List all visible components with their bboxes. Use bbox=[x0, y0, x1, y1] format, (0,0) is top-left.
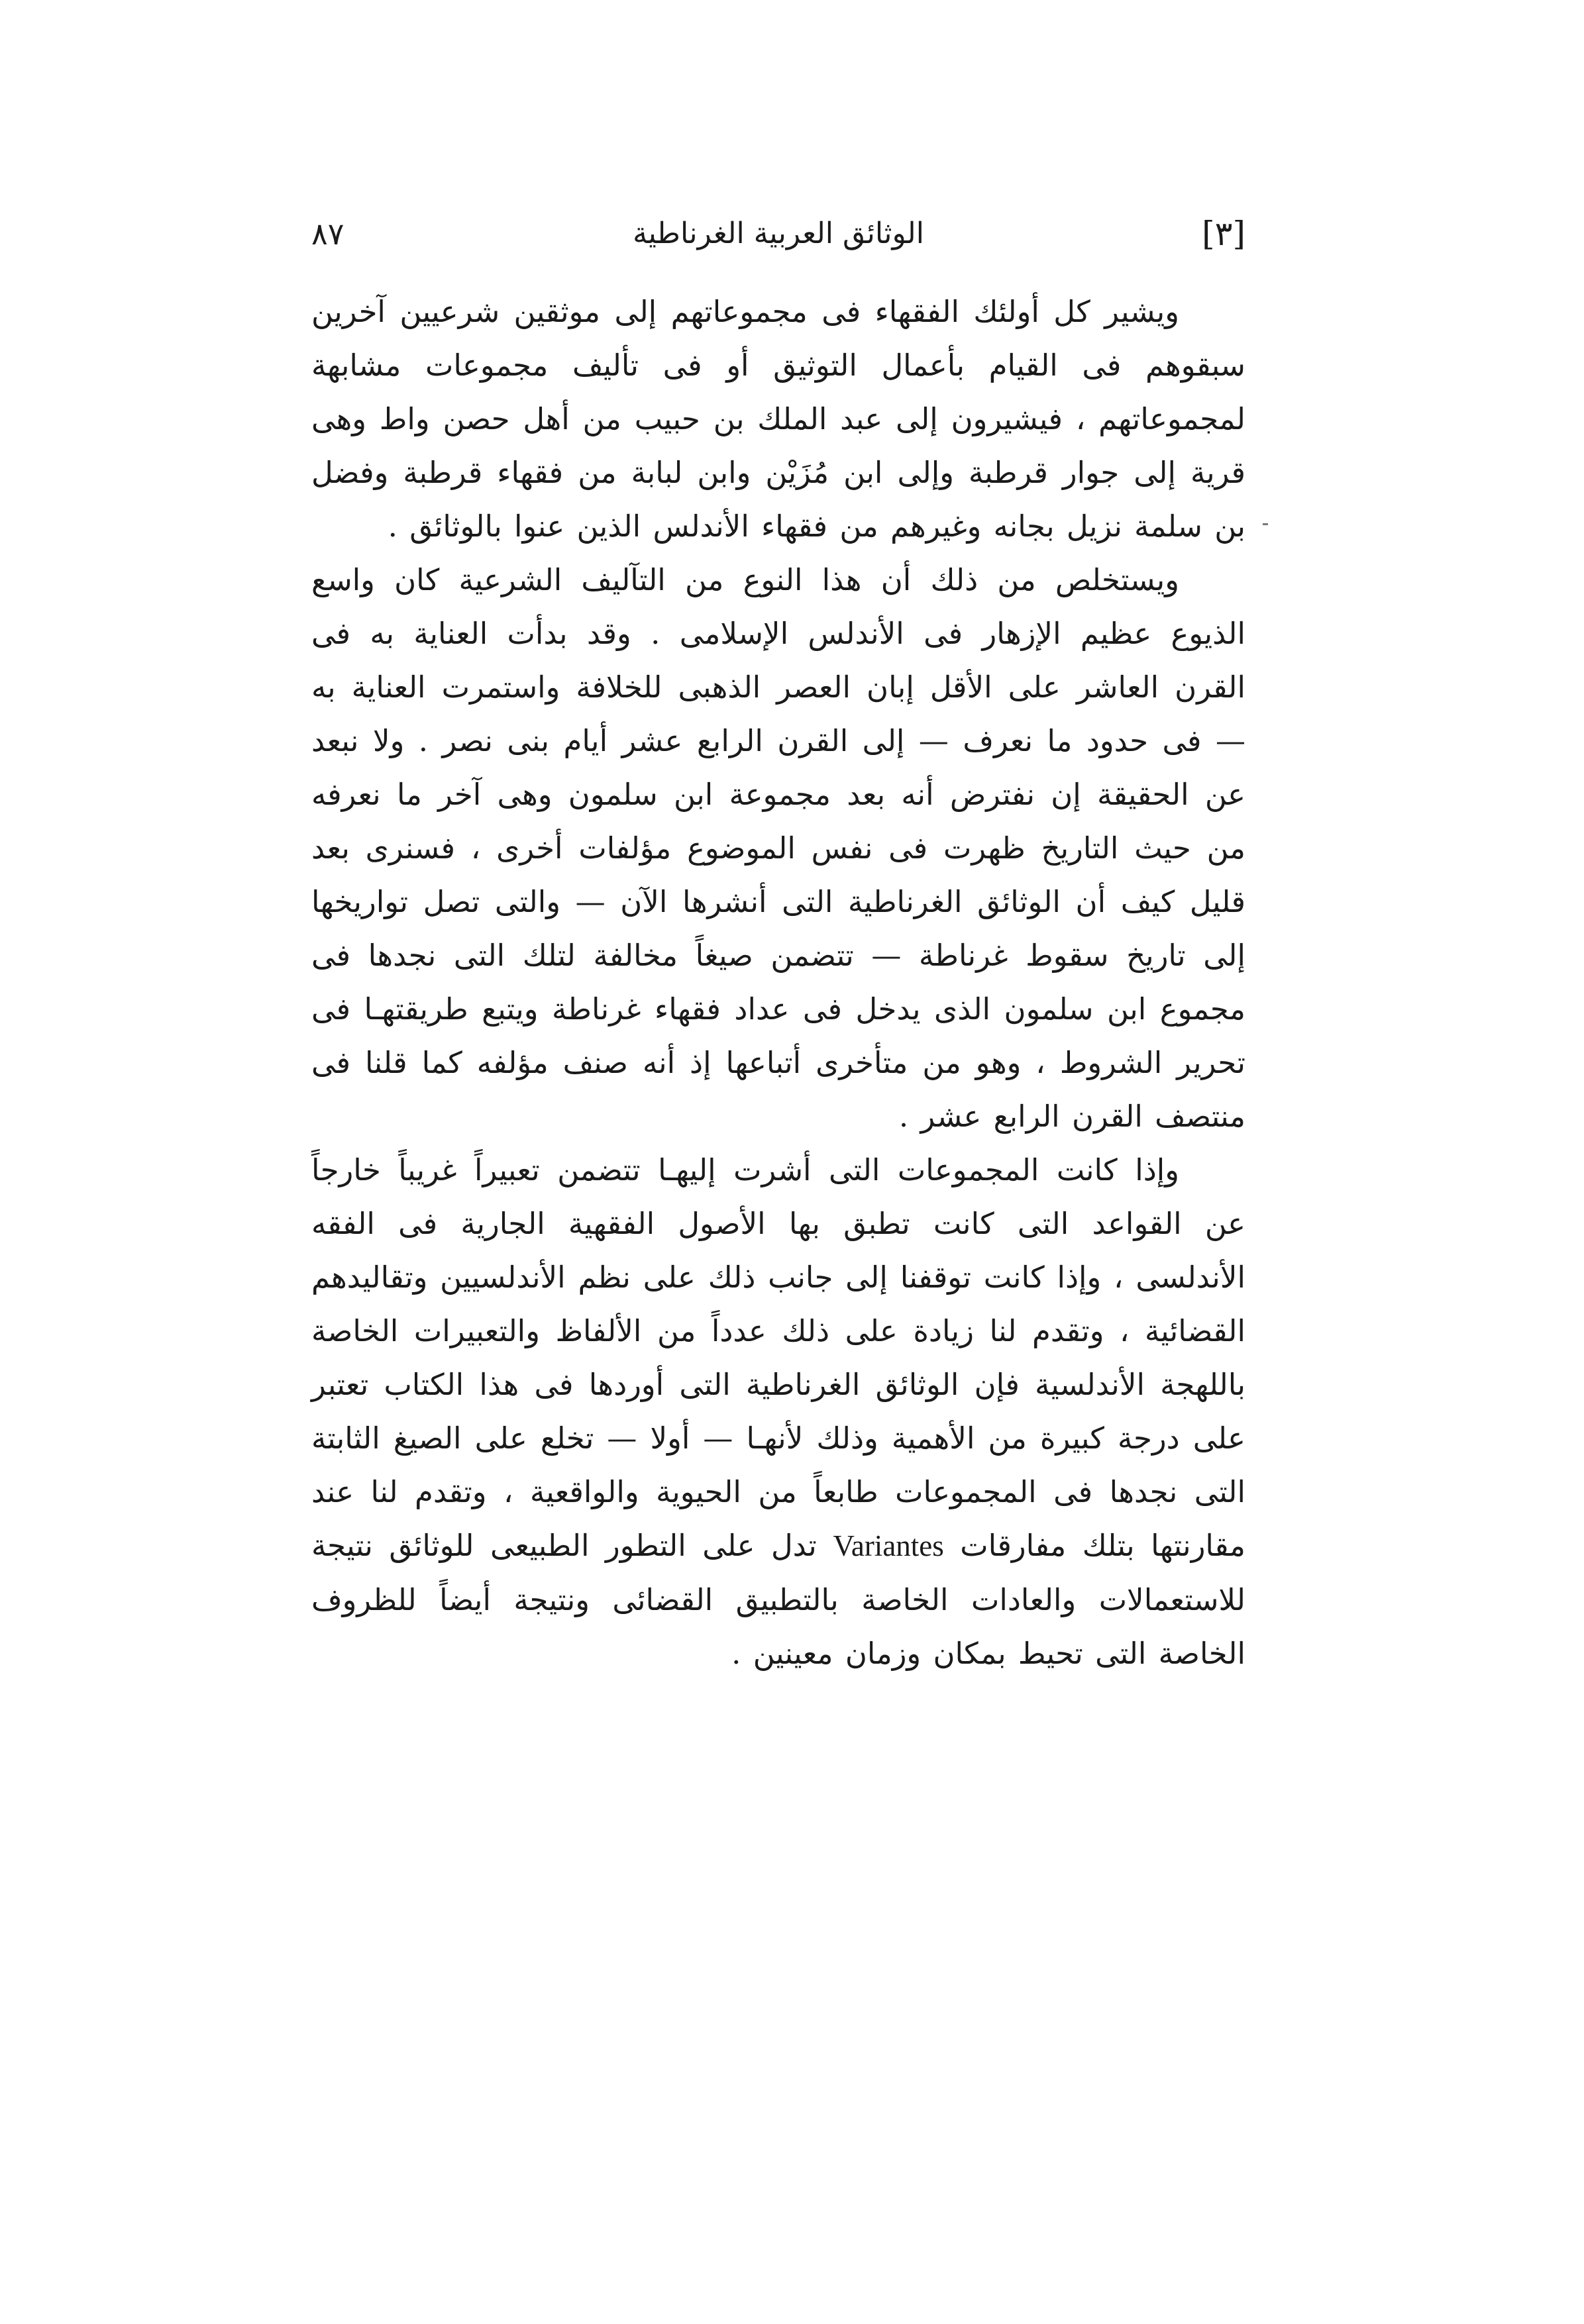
paragraph-3-text: وإذا كانت المجموعات التى أشرت إليهـا تتضمن تعبيراً غريباً خارجاً عن القواعد التى كانت تطبق بها الأصول الفقهية الجارية فى الفقه الأندلسى ، وإذا كانت توقفنا إلى جانب ذلك على نظم الأندلسيين وتقاليدهم القضائية ، وتقدم لنا زيادة على ذلك عدداً من الألفاظ والتعبيرات الخاصة باللهجة الأندلسية فإن الوثائق الغرناطية التى أوردها فى هذا الكتاب تعتبر على درجة كبيرة من الأهمية وذلك لأنهـا — أولا — تخلع على الصيغ الثابتة التى نجدها فى المجموعات طابعاً من الحيوية والواقعية ، وتقدم لنا عند مقارنتها بتلك مفارقات bbox=[311, 1152, 1245, 1563]
paragraph-3 bbox=[311, 1143, 1245, 1680]
running-title: الوثائق العربية الغرناطية bbox=[633, 217, 924, 250]
paragraph-1: ويشير كل أولئك الفقهاء فى مجموعاتهم إلى موثقين شرعيين آخرين سبقوهم فى القيام بأعمال التوثيق أو فى تأليف مجموعات مشابهة لمجموعاتهم ، فيشيرون إلى عبد الملك بن حبيب من أهل حصن واط وهى قرية إلى جوار قرطبة وإلى ابن مُزَيْن وابن لبابة من فقهاء قرطبة وفضل بن سلمة نزيل بجانه وغيرهم من فقهاء الأندلس الذين عنوا بالوثائق . bbox=[311, 294, 1245, 544]
margin-mark bbox=[1263, 523, 1268, 525]
body-text bbox=[311, 285, 1245, 1680]
paragraph-3-tail: تدل على التطور الطبيعى للوثائق نتيجة للاستعمالات والعادات الخاصة بالتطبيق القضائى ونتيجة أيضاً للظروف الخاصة التى تحيط بمكان وزمان معينين . bbox=[311, 1528, 1245, 1671]
latin-term: Variantes bbox=[833, 1529, 944, 1562]
running-head bbox=[311, 211, 1245, 257]
paragraph-2: ويستخلص من ذلك أن هذا النوع من التآليف الشرعية كان واسع الذيوع عظيم الإزهار فى الأندلس الإسلامى . وقد بدأت العناية به فى القرن العاشر على الأقل إبان العصر الذهبى للخلافة واستمرت العناية به — فى حدود ما نعرف — إلى القرن الرابع عشر أيام بنى نصر . ولا نبعد عن الحقيقة إن نفترض أنه بعد مجموعة ابن سلمون وهى آخر ما نعرفه من حيث التاريخ ظهرت فى نفس الموضوع مؤلفات أخرى ، فسنرى بعد قليل كيف أن الوثائق الغرناطية التى أنشرها الآن — والتى تصل تواريخها إلى تاريخ سقوط غرناطة — تتضمن صيغاً مخالفة لتلك التى نجدها فى مجموع ابن سلمون الذى يدخل فى عداد فقهاء غرناطة ويتبع طريقتهـا فى تحرير الشروط ، وهو من متأخرى أتباعها إذ أنه صنف مؤلفه كما قلنا فى منتصف القرن الرابع عشر . bbox=[311, 562, 1245, 1134]
page-number: ٨٧ bbox=[311, 216, 344, 252]
section-number: [٣] bbox=[1202, 215, 1245, 253]
